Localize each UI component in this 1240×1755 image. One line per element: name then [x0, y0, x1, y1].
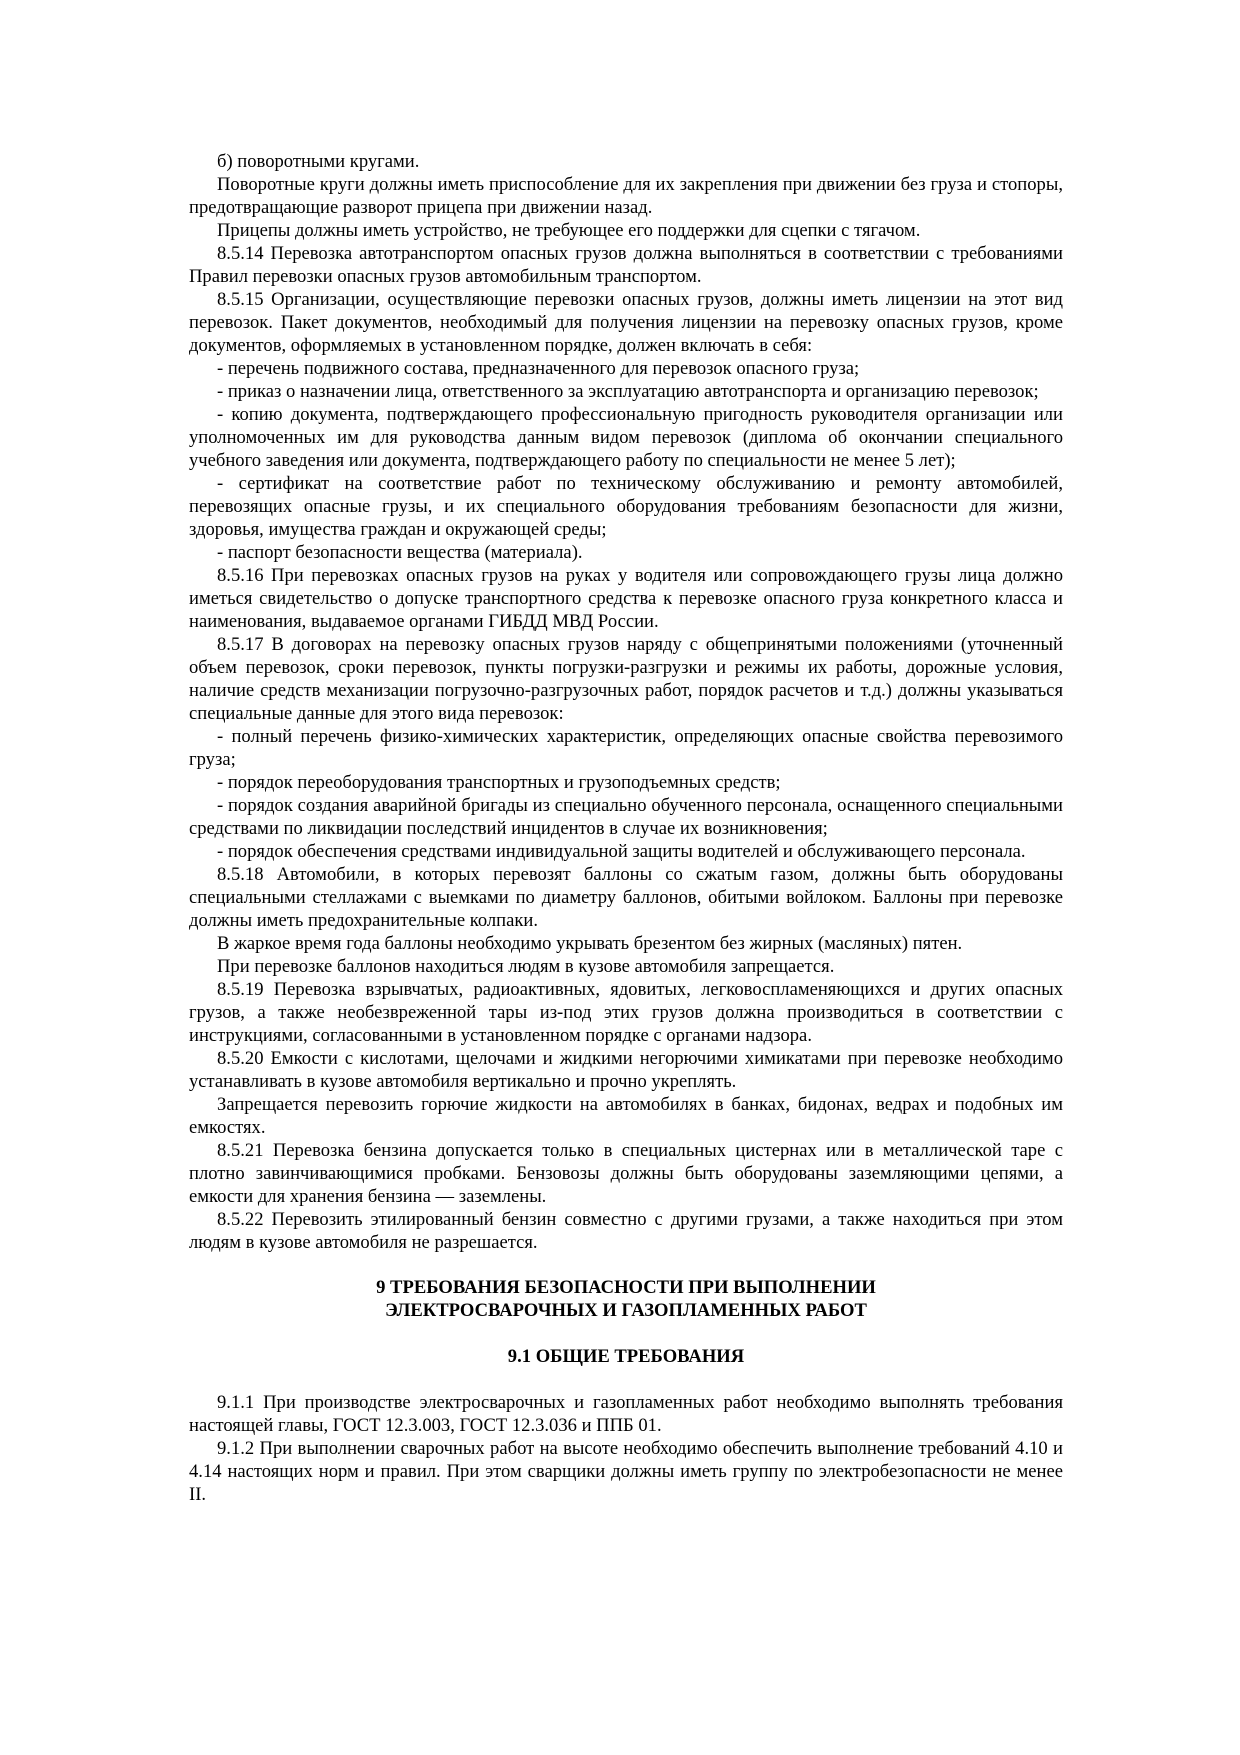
paragraph: 8.5.16 При перевозках опасных грузов на руках у водителя или сопровождающего грузы лица должно иметься свидетельство о допуске транспортного средства к перевозке опасного груза конкретного класса и наименования, выдаваемое органами ГИБДД МВД России.: [189, 565, 1063, 632]
paragraph: 8.5.14 Перевозка автотранспортом опасных грузов должна выполняться в соответствии с требованиями Правил перевозки опасных грузов автомобильным транспортом.: [189, 243, 1063, 287]
paragraph: 8.5.22 Перевозить этилированный бензин совместно с другими грузами, а также находиться при этом людям в кузове автомобиля не разрешается.: [189, 1209, 1063, 1253]
paragraph: - паспорт безопасности вещества (материала).: [217, 542, 583, 563]
chapter-heading-line-2: ЭЛЕКТРОСВАРОЧНЫХ И ГАЗОПЛАМЕННЫХ РАБОТ: [385, 1300, 867, 1321]
paragraph: б) поворотными кругами.: [217, 151, 420, 172]
paragraph: - порядок переоборудования транспортных и грузоподъемных средств;: [217, 772, 781, 793]
section-heading: 9.1 ОБЩИЕ ТРЕБОВАНИЯ: [507, 1346, 745, 1367]
paragraph: - приказ о назначении лица, ответственного за эксплуатацию автотранспорта и организацию перевозок;: [217, 381, 1039, 402]
paragraph: - перечень подвижного состава, предназначенного для перевозок опасного груза;: [217, 358, 860, 379]
paragraph: 8.5.15 Организации, осуществляющие перевозки опасных грузов, должны иметь лицензии на этот вид перевозок. Пакет документов, необходимый для получения лицензии на перевозку опасных грузов, кроме документов, оформляемых в установленном порядке, должен включать в себя:: [189, 289, 1063, 356]
paragraph: 8.5.18 Автомобили, в которых перевозят баллоны со сжатым газом, должны быть оборудованы специальными стеллажами с выемками по диаметру баллонов, обитыми войлоком. Баллоны при перевозке должны иметь предохранительные колпаки.: [189, 864, 1063, 931]
paragraph: При перевозке баллонов находиться людям в кузове автомобиля запрещается.: [217, 956, 835, 977]
paragraph: 9.1.1 При производстве электросварочных и газопламенных работ необходимо выполнять требования настоящей главы, ГОСТ 12.3.003, ГОСТ 12.3.036 и ППБ 01.: [189, 1392, 1063, 1436]
paragraph: - полный перечень физико-химических характеристик, определяющих опасные свойства перевозимого груза;: [189, 726, 1063, 770]
paragraph: 8.5.19 Перевозка взрывчатых, радиоактивных, ядовитых, легковоспламеняющихся и других опасных грузов, а также необезвреженной тары из-под этих грузов должна производиться в соответствии с инструкциями, согласованными в установленном порядке с органами надзора.: [189, 979, 1063, 1046]
chapter-heading-line-1: 9 ТРЕБОВАНИЯ БЕЗОПАСНОСТИ ПРИ ВЫПОЛНЕНИИ: [376, 1277, 876, 1298]
paragraph: Запрещается перевозить горючие жидкости на автомобилях в банках, бидонах, ведрах и подобных им емкостях.: [189, 1094, 1063, 1138]
paragraph: 8.5.20 Емкости с кислотами, щелочами и жидкими негорючими химикатами при перевозке необходимо устанавливать в кузове автомобиля вертикально и прочно укреплять.: [189, 1048, 1063, 1092]
paragraph: Прицепы должны иметь устройство, не требующее его поддержки для сцепки с тягачом.: [217, 220, 921, 241]
paragraph: В жаркое время года баллоны необходимо укрывать брезентом без жирных (масляных) пятен.: [217, 933, 963, 954]
section-8-5-text: [189, 150, 1063, 1254]
paragraph: - сертификат на соответствие работ по техническому обслуживанию и ремонту автомобилей, перевозящих опасные грузы, и их специального оборудования требованиям безопасности для жизни, здоровья, имущества граждан и окружающей среды;: [189, 473, 1063, 540]
paragraph: - порядок создания аварийной бригады из специально обученного персонала, оснащенного специальными средствами по ликвидации последствий инцидентов в случае их возникновения;: [189, 795, 1063, 839]
paragraph: Поворотные круги должны иметь приспособление для их закрепления при движении без груза и стопоры, предотвращающие разворот прицепа при движении назад.: [189, 174, 1063, 218]
paragraph: 8.5.17 В договорах на перевозку опасных грузов наряду с общепринятыми положениями (уточненный объем перевозок, сроки перевозок, пункты погрузки-разгрузки и режимы их работы, дорожные условия, наличие средств механизации погрузочно-разгрузочных работ, порядок расчетов и т.д.) должны указываться специальные данные для этого вида перевозок:: [189, 634, 1063, 724]
document-page: [189, 150, 1063, 1506]
paragraph: 8.5.21 Перевозка бензина допускается только в специальных цистернах или в металлической таре с плотно завинчивающимися пробками. Бензовозы должны быть оборудованы заземляющими цепями, а емкости для хранения бензина — заземлены.: [189, 1140, 1063, 1207]
paragraph: - порядок обеспечения средствами индивидуальной защиты водителей и обслуживающего персонала.: [217, 841, 1026, 862]
paragraph: - копию документа, подтверждающего профессиональную пригодность руководителя организации или уполномоченных им для руководства данным видом перевозок (диплома об окончании специального учебного заведения или документа, подтверждающего работу по специальности не менее 5 лет);: [189, 404, 1063, 471]
chapter-heading: [189, 1276, 1063, 1322]
section-9-1-text: [189, 1391, 1063, 1506]
paragraph: 9.1.2 При выполнении сварочных работ на высоте необходимо обеспечить выполнение требований 4.10 и 4.14 настоящих норм и правил. При этом сварщики должны иметь группу по электробезопасности не менее II.: [189, 1438, 1063, 1505]
